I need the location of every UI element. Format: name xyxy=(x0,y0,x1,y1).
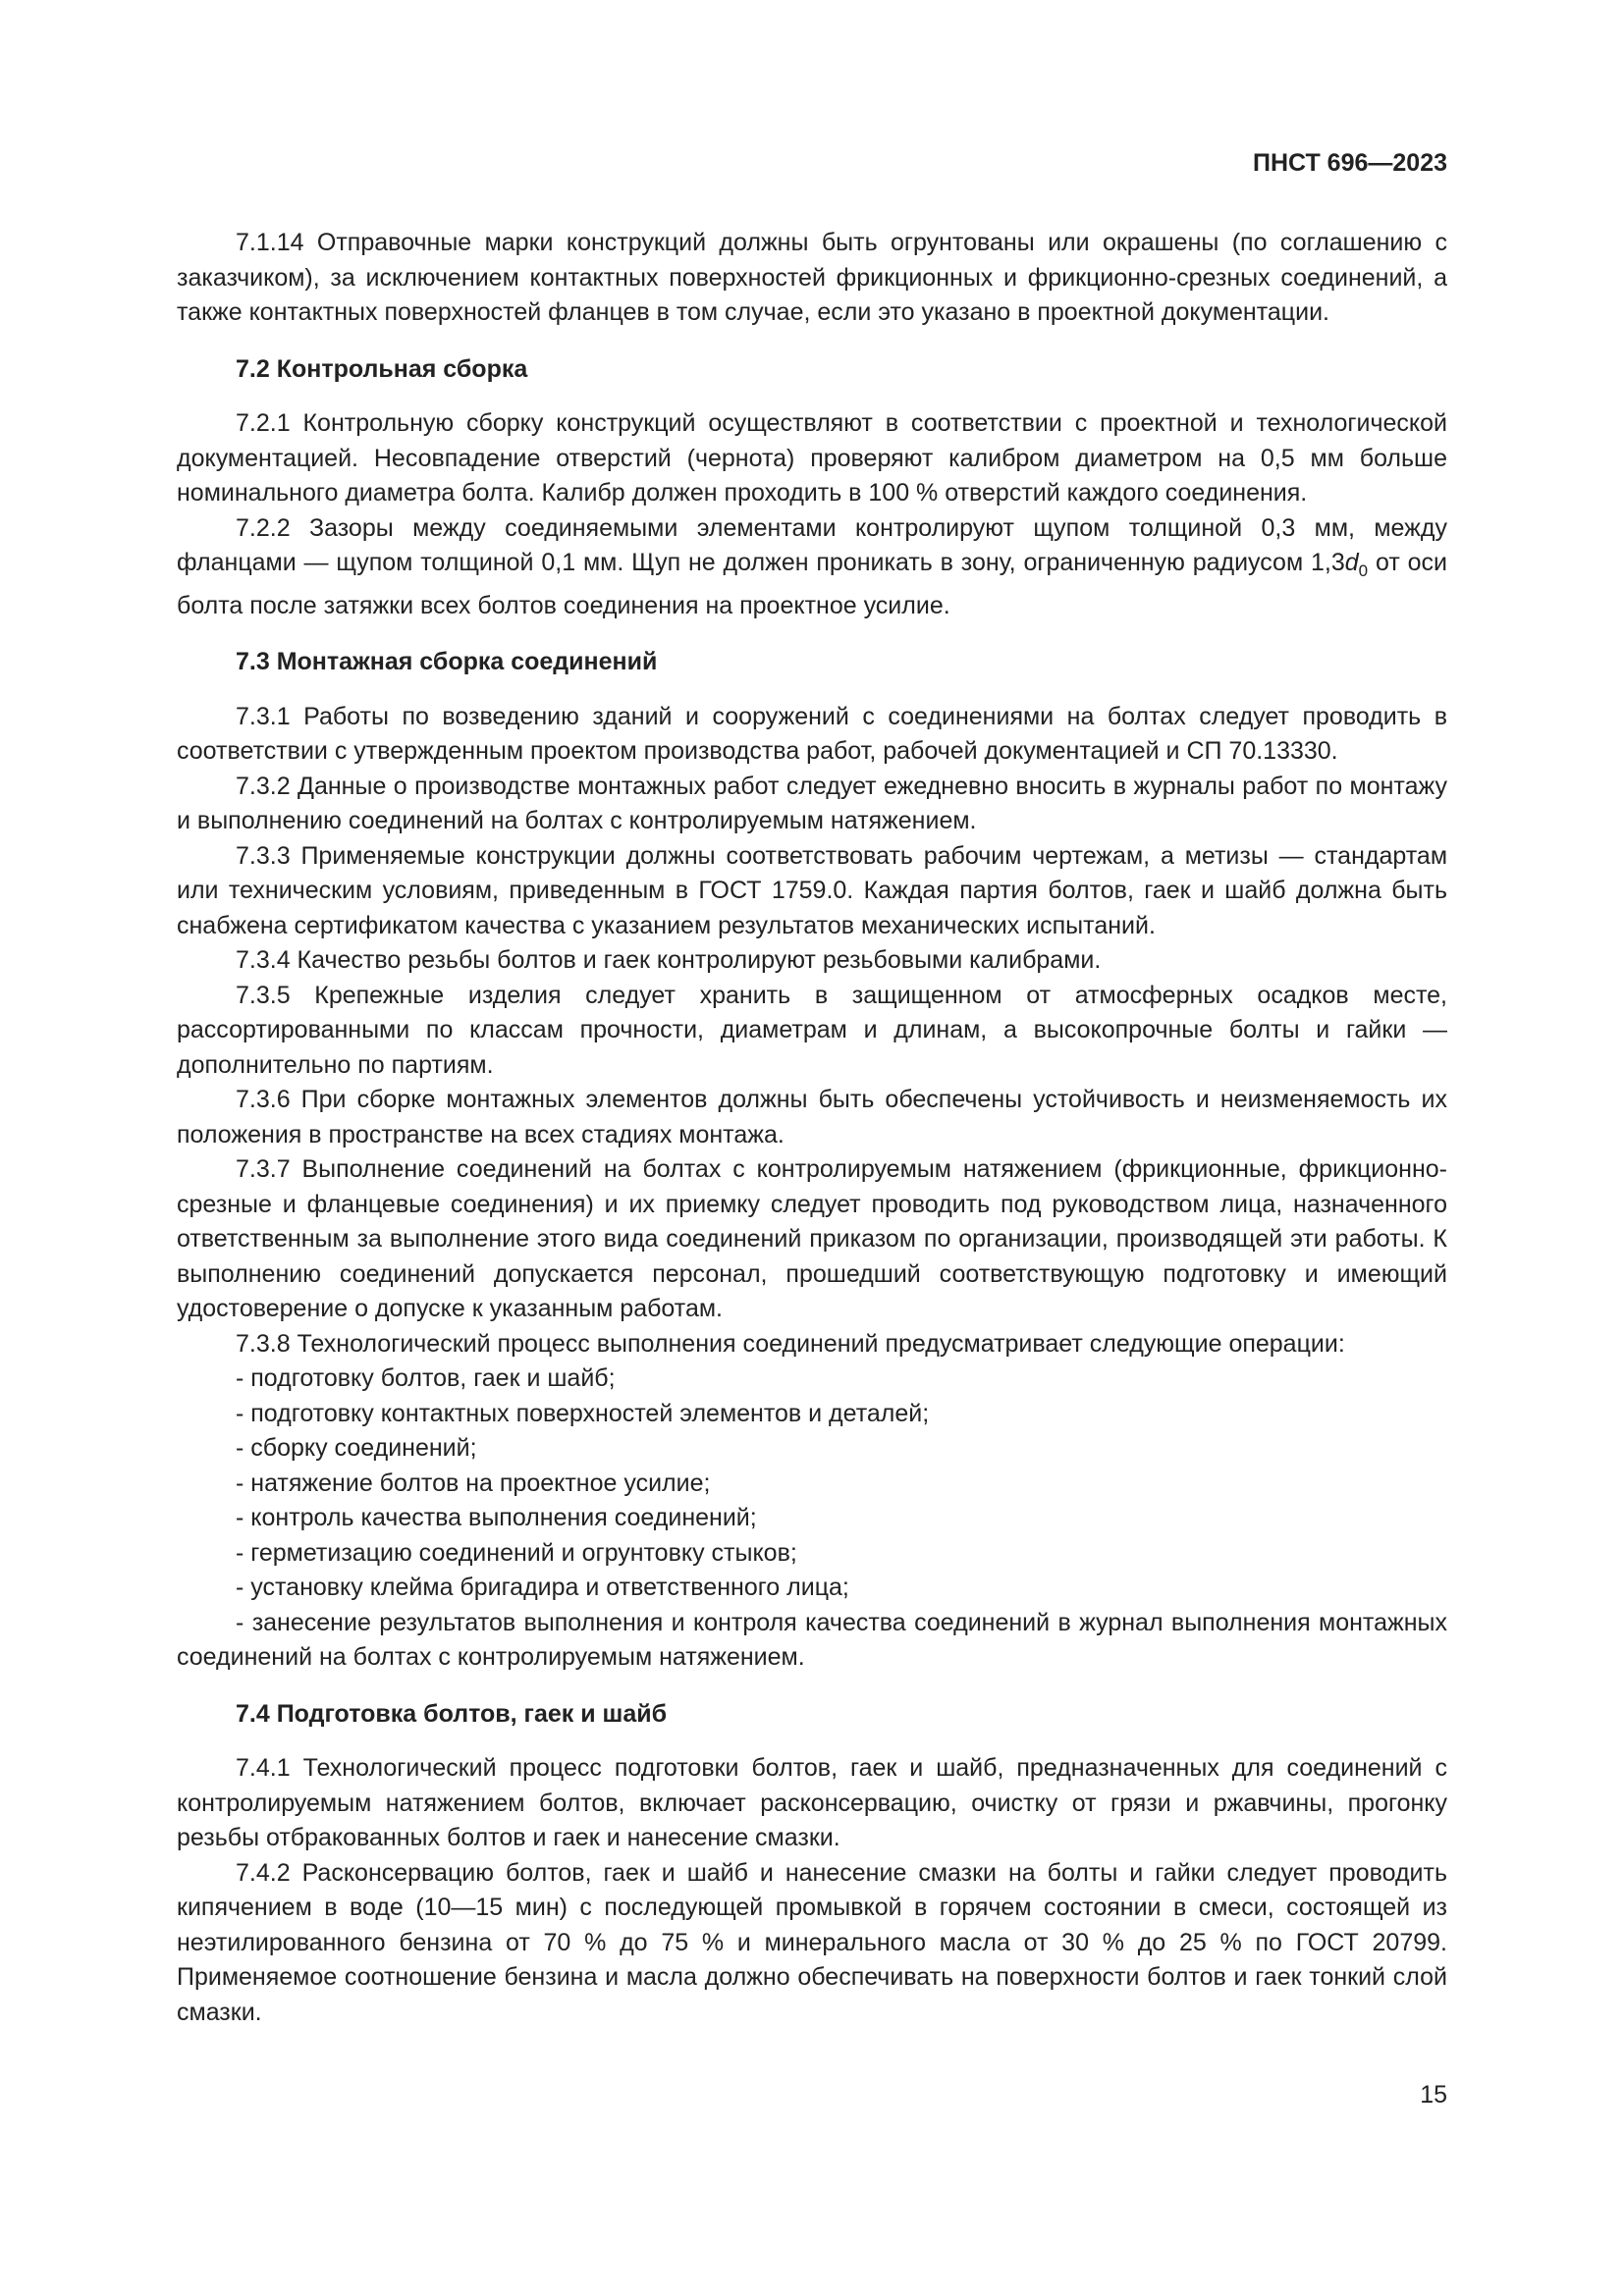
list-item: - сборку соединений; xyxy=(236,1434,477,1462)
section-heading-7-2: 7.2 Контрольная сборка xyxy=(236,354,528,383)
paragraph-7-3-1: 7.3.1 Работы по возведению зданий и сооружений с соединениями на болтах следует проводить в соответствии с утвержденным проектом производства работ, рабочей документацией и СП 70.13330. xyxy=(177,702,1447,765)
list-item: - контроль качества выполнения соединений; xyxy=(236,1504,757,1531)
diameter-subscript: 0 xyxy=(1358,561,1369,580)
paragraph-7-3-5: 7.3.5 Крепежные изделия следует хранить в защищенном от атмосферных осадков месте, рассортированными по классам прочности, диаметрам и длинам, а высокопрочные болты и гайки — дополнительно по партиям. xyxy=(177,981,1447,1079)
document-body xyxy=(177,226,1447,2030)
paragraph-7-3-3: 7.3.3 Применяемые конструкции должны соответствовать рабочим чертежам, а метизы — стандартам или техническим условиям, приведенным в ГОСТ 1759.0. Каждая партия болтов, гаек и шайб должна быть снабжена сертификатом качества с указанием результатов механических испытаний. xyxy=(177,841,1447,939)
section-heading-7-4: 7.4 Подготовка болтов, гаек и шайб xyxy=(236,1699,668,1728)
paragraph-7-2-2-text-b: от оси болта после затяжки всех болтов соединения на проектное усилие. xyxy=(177,549,1447,619)
list-item: - натяжение болтов на проектное усилие; xyxy=(236,1468,711,1497)
paragraph-7-3-2: 7.3.2 Данные о производстве монтажных работ следует ежедневно вносить в журналы работ по монтажу и выполнению соединений на болтах с контролируемым натяжением. xyxy=(177,772,1447,834)
paragraph-7-3-7: 7.3.7 Выполнение соединений на болтах с контролируемым натяжением (фрикционные, фрикционно-срезные и фланцевые соединения) и их приемку следует проводить под руководством лица, назначенного ответственным за выполнение этого вида соединений приказом по организации, производящей эти работы. К выполнению соединений допускается персонал, прошедший соответствующую подготовку и имеющий удостоверение о допуске к указанным работам. xyxy=(177,1155,1447,1322)
paragraph-7-4-2: 7.4.2 Расконсервацию болтов, гаек и шайб и нанесение смазки на болты и гайки следует проводить кипячением в воде (10—15 мин) с последующей промывкой в горячем состоянии в смеси, состоящей из неэтилированного бензина от 70 % до 75 % и минерального масла от 30 % до 25 % по ГОСТ 20799. Применяемое соотношение бензина и масла должно обеспечивать на поверхности болтов и гаек тонкий слой смазки. xyxy=(177,1858,1447,2026)
list-item: - подготовку контактных поверхностей элементов и деталей; xyxy=(236,1399,930,1427)
paragraph-7-2-2-text-a: 7.2.2 Зазоры между соединяемыми элементами контролируют щупом толщиной 0,3 мм, между фланцами — щупом толщиной 0,1 мм. Щуп не должен проникать в зону, ограниченную радиусом 1,3 xyxy=(177,513,1447,576)
diameter-variable: d xyxy=(1344,549,1359,576)
paragraph-7-2-2 xyxy=(177,511,1447,624)
list-item: - герметизацию соединений и огрунтовку стыков; xyxy=(236,1538,797,1567)
paragraph-7-4-1: 7.4.1 Технологический процесс подготовки болтов, гаек и шайб, предназначенных для соединений с контролируемым натяжением болтов, включает расконсервацию, очистку от грязи и ржавчины, прогонку резьбы отбракованных болтов и гаек и нанесение смазки. xyxy=(177,1754,1447,1851)
section-heading-7-3: 7.3 Монтажная сборка соединений xyxy=(236,648,658,675)
list-item: - подготовку болтов, гаек и шайб; xyxy=(236,1364,616,1392)
list-item: - занесение результатов выполнения и контроля качества соединений в журнал выполнения монтажных соединений на болтах с контролируемым натяжением. xyxy=(177,1608,1447,1671)
document-code: ПНСТ 696—2023 xyxy=(1253,149,1447,177)
page-number: 15 xyxy=(1420,2081,1447,2109)
paragraph-7-3-4: 7.3.4 Качество резьбы болтов и гаек контролируют резьбовыми калибрами. xyxy=(236,946,1102,974)
paragraph-7-1-14: 7.1.14 Отправочные марки конструкций должны быть огрунтованы или окрашены (по соглашению с заказчиком), за исключением контактных поверхностей фрикционных и фрикционно-срезных соединений, а также контактных поверхностей фланцев в том случае, если это указано в проектной документации. xyxy=(177,229,1447,326)
paragraph-7-3-6: 7.3.6 При сборке монтажных элементов должны быть обеспечены устойчивость и неизменяемость их положения в пространстве на всех стадиях монтажа. xyxy=(177,1086,1447,1148)
paragraph-7-3-8: 7.3.8 Технологический процесс выполнения соединений предусматривает следующие операции: xyxy=(236,1329,1345,1358)
list-item: - установку клейма бригадира и ответственного лица; xyxy=(236,1574,849,1601)
paragraph-7-2-1: 7.2.1 Контрольную сборку конструкций осуществляют в соответствии с проектной и технологической документацией. Несовпадение отверстий (чернота) проверяют калибром диаметром на 0,5 мм больше номинального диаметра болта. Калибр должен проходить в 100 % отверстий каждого соединения. xyxy=(177,409,1447,507)
